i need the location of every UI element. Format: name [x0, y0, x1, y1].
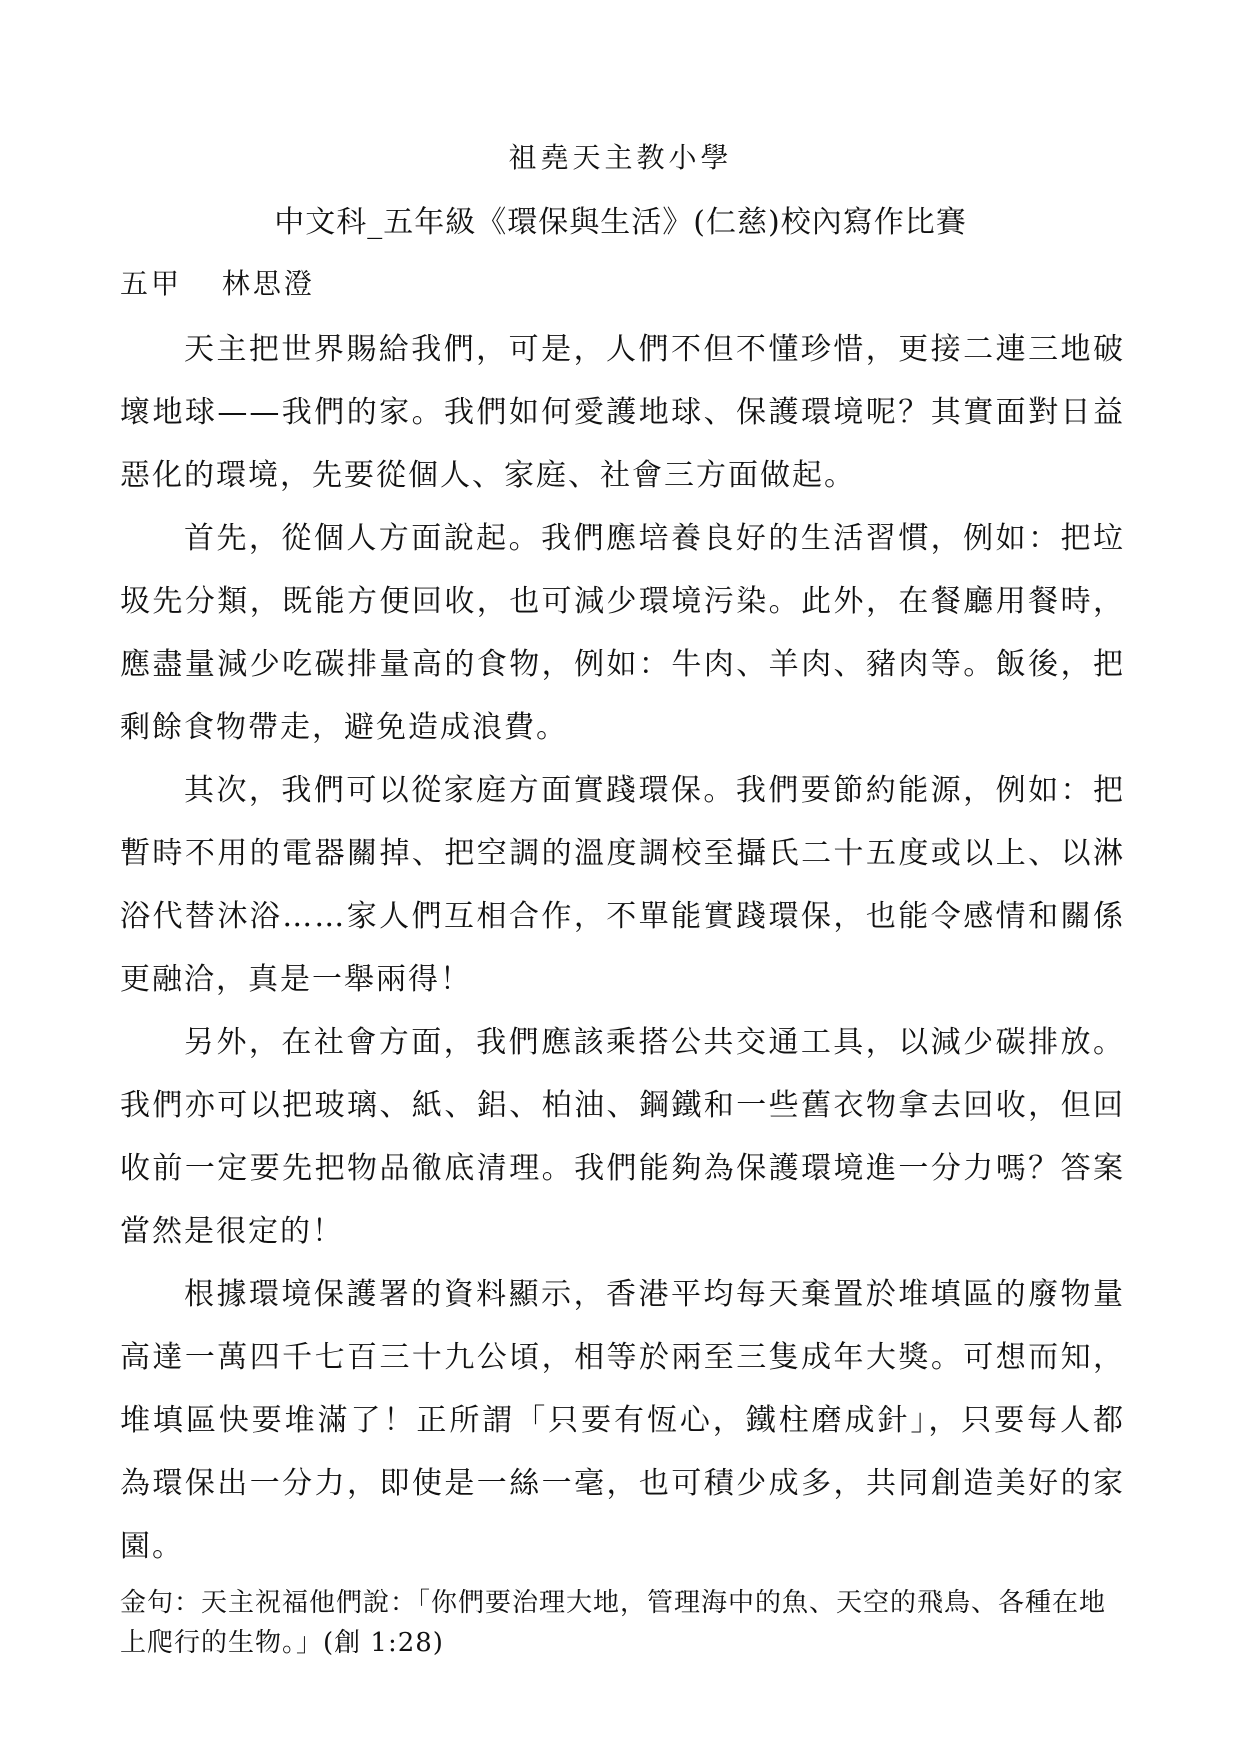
paragraph-intro: 天主把世界賜給我們，可是，人們不但不懂珍惜，更接二連三地破壞地球——我們的家。我們如何愛護地球、保護環境呢？其實面對日益惡化的環境，先要從個人、家庭、社會三方面做起。 — [120, 332, 1125, 493]
class-name: 五甲 — [120, 267, 183, 300]
student-name: 林思澄 — [221, 267, 315, 300]
author-line — [120, 264, 315, 304]
bible-quote: 金句：天主祝福他們說：「你們要治理大地，管理海中的魚、天空的飛鳥、各種在地上爬行的生物。」(創 1:28) — [120, 1588, 1107, 1658]
paragraph-personal: 首先，從個人方面說起。我們應培養良好的生活習慣，例如：把垃圾先分類，既能方便回收，也可減少環境污染。此外，在餐廳用餐時，應盡量減少吃碳排量高的食物，例如：牛肉、羊肉、豬肉等。飯後，把剩餘食物帶走，避免造成浪費。 — [120, 521, 1125, 745]
paragraph-conclusion: 根據環境保護署的資料顯示，香港平均每天棄置於堆填區的廢物量高達一萬四千七百三十九公頃，相等於兩至三隻成年大獎。可想而知，堆填區快要堆滿了！正所謂「只要有恆心，鐵柱磨成針」，只要每人都為環保出一分力，即使是一絲一毫，也可積少成多，共同創造美好的家園。 — [120, 1277, 1125, 1564]
paragraph-society: 另外，在社會方面，我們應該乘搭公共交通工具，以減少碳排放。我們亦可以把玻璃、紙、鋁、柏油、鋼鐵和一些舊衣物拿去回收，但回收前一定要先把物品徹底清理。我們能夠為保護環境進一分力嗎？答案當然是很定的！ — [120, 1025, 1125, 1249]
contest-title: 中文科_五年級《環保與生活》(仁慈)校內寫作比賽 — [274, 205, 967, 240]
school-name: 祖堯天主教小學 — [508, 141, 733, 174]
paragraph-family: 其次，我們可以從家庭方面實踐環保。我們要節約能源，例如：把暫時不用的電器關掉、把空調的溫度調校至攝氏二十五度或以上、以淋浴代替沐浴……家人們互相合作，不單能實踐環保，也能令感情和關係更融洽，真是一舉兩得！ — [120, 773, 1125, 997]
essay-body — [120, 318, 1125, 1578]
